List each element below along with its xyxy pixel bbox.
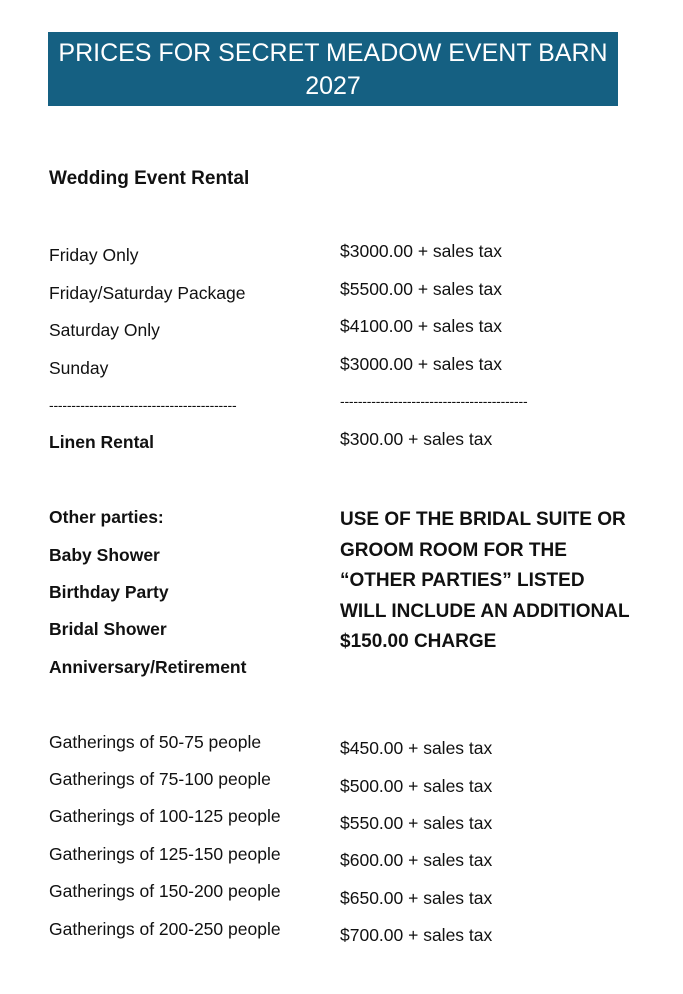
divider-left: ------------------------------------------ <box>49 397 237 413</box>
wedding-price-sunday: $3000.00 + sales tax <box>340 354 502 374</box>
other-party-bridal-shower: Bridal Shower <box>49 619 167 639</box>
gathering-price-125-150: $600.00 + sales tax <box>340 850 493 870</box>
wedding-label-friday: Friday Only <box>49 245 139 265</box>
wedding-label-saturday: Saturday Only <box>49 320 160 340</box>
title-banner <box>48 32 618 106</box>
wedding-price-friday: $3000.00 + sales tax <box>340 241 502 261</box>
title-line-1: PRICES FOR SECRET MEADOW EVENT BARN <box>58 39 608 67</box>
divider-right: ------------------------------------------ <box>340 393 528 409</box>
wedding-label-sunday: Sunday <box>49 358 109 378</box>
gathering-label-75-100: Gatherings of 75-100 people <box>49 769 271 789</box>
gathering-label-125-150: Gatherings of 125-150 people <box>49 844 281 864</box>
gathering-label-100-125: Gatherings of 100-125 people <box>49 806 281 826</box>
gathering-price-150-200: $650.00 + sales tax <box>340 888 493 908</box>
gathering-price-75-100: $500.00 + sales tax <box>340 776 493 796</box>
bridal-suite-notice: USE OF THE BRIDAL SUITE OR GROOM ROOM FOR THE “OTHER PARTIES” LISTED WILL INCLUDE AN ADDITIONAL $150.00 CHARGE <box>340 509 630 652</box>
other-party-baby-shower: Baby Shower <box>49 545 160 565</box>
wedding-price-friday-saturday: $5500.00 + sales tax <box>340 279 502 299</box>
gathering-price-50-75: $450.00 + sales tax <box>340 738 493 758</box>
wedding-label-friday-saturday: Friday/Saturday Package <box>49 283 246 303</box>
wedding-heading: Wedding Event Rental <box>49 168 250 189</box>
gathering-price-200-250: $700.00 + sales tax <box>340 925 493 945</box>
title-line-2: 2027 <box>305 72 361 100</box>
linen-label: Linen Rental <box>49 432 155 452</box>
wedding-price-saturday: $4100.00 + sales tax <box>340 316 502 336</box>
gathering-label-150-200: Gatherings of 150-200 people <box>49 881 281 901</box>
gathering-label-200-250: Gatherings of 200-250 people <box>49 919 281 939</box>
other-party-birthday: Birthday Party <box>49 582 169 602</box>
gathering-price-100-125: $550.00 + sales tax <box>340 813 493 833</box>
linen-price: $300.00 + sales tax <box>340 429 493 449</box>
other-parties-heading: Other parties: <box>49 507 164 527</box>
gathering-label-50-75: Gatherings of 50-75 people <box>49 732 262 752</box>
other-party-anniversary: Anniversary/Retirement <box>49 657 247 677</box>
